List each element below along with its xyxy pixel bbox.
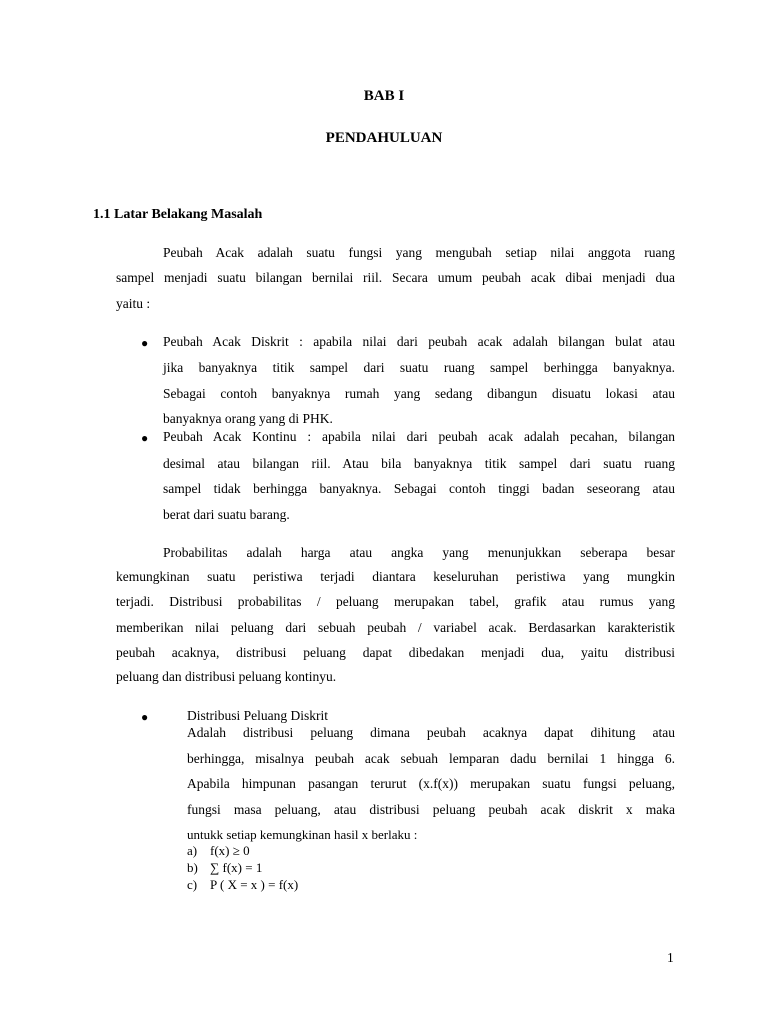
subsection-heading: Distribusi Peluang Diskrit: [187, 708, 328, 723]
list-item-c: P ( X = x ) = f(x): [210, 877, 299, 892]
paragraph-1-line-2: sampel menjadi suatu bilangan bernilai riil. Secara umum peubah acak dibai menjadi dua: [116, 270, 675, 285]
paragraph-1-line-3: yaitu :: [116, 296, 151, 311]
bullet-2-line-4: berat dari suatu barang.: [163, 507, 290, 522]
bullet-2-line-2: desimal atau bilangan riil. Atau bila banyaknya titik sampel dari suatu ruang: [163, 456, 675, 471]
bullet-3-line-4: fungsi masa peluang, atau distribusi peluang peubah acak diskrit x maka: [187, 802, 675, 817]
paragraph-2-line-6: peluang dan distribusi peluang kontinyu.: [116, 669, 337, 684]
section-heading: 1.1 Latar Belakang Masalah: [93, 207, 263, 222]
paragraph-1-line-1: Peubah Acak adalah suatu fungsi yang mengubah setiap nilai anggota ruang: [163, 245, 675, 260]
bullet-1-line-2: jika banyaknya titik sampel dari suatu ruang sampel berhingga banyaknya.: [163, 360, 675, 375]
paragraph-2-line-3: terjadi. Distribusi probabilitas / peluang merupakan tabel, grafik atau rumus yang: [116, 594, 675, 609]
bullet-icon: ●: [141, 431, 149, 445]
bullet-1-line-1: Peubah Acak Diskrit : apabila nilai dari peubah acak adalah bilangan bulat atau: [163, 334, 675, 349]
bullet-3-line-3: Apabila himpunan pasangan terurut (x.f(x)) merupakan suatu fungsi peluang,: [187, 776, 675, 791]
bullet-3-line-1: Adalah distribusi peluang dimana peubah acaknya dapat dihitung atau: [187, 725, 675, 740]
bullet-2-line-1: Peubah Acak Kontinu : apabila nilai dari peubah acak adalah pecahan, bilangan: [163, 429, 675, 444]
bullet-2-line-3: sampel tidak berhingga banyaknya. Sebagai contoh tinggi badan seseorang atau: [163, 481, 675, 496]
page-number: 1: [667, 950, 674, 965]
chapter-number: BAB I: [363, 88, 405, 104]
bullet-icon: ●: [141, 336, 149, 350]
bullet-1-line-3: Sebagai contoh banyaknya rumah yang sedang dibangun disuatu lokasi atau: [163, 386, 675, 401]
list-marker-b: b): [187, 860, 198, 875]
chapter-title: PENDAHULUAN: [325, 130, 443, 146]
bullet-3-line-2: berhingga, misalnya peubah acak sebuah lemparan dadu bernilai 1 hingga 6.: [187, 751, 675, 766]
list-marker-c: c): [187, 877, 198, 892]
paragraph-2-line-1: Probabilitas adalah harga atau angka yang menunjukkan seberapa besar: [163, 545, 675, 560]
paragraph-2-line-4: memberikan nilai peluang dari sebuah peubah / variabel acak. Berdasarkan karakteristik: [116, 620, 675, 635]
list-item-b: ∑ f(x) = 1: [210, 860, 263, 875]
bullet-icon: ●: [141, 710, 149, 724]
paragraph-2-line-5: peubah acaknya, distribusi peluang dapat dibedakan menjadi dua, yaitu distribusi: [116, 645, 675, 660]
bullet-1-line-4: banyaknya orang yang di PHK.: [163, 411, 333, 426]
paragraph-2-line-2: kemungkinan suatu peristiwa terjadi diantara keseluruhan peristiwa yang mungkin: [116, 569, 675, 584]
bullet-3-line-5: untukk setiap kemungkinan hasil x berlaku :: [187, 827, 418, 842]
list-item-a: f(x) ≥ 0: [210, 843, 250, 858]
list-marker-a: a): [187, 843, 198, 858]
